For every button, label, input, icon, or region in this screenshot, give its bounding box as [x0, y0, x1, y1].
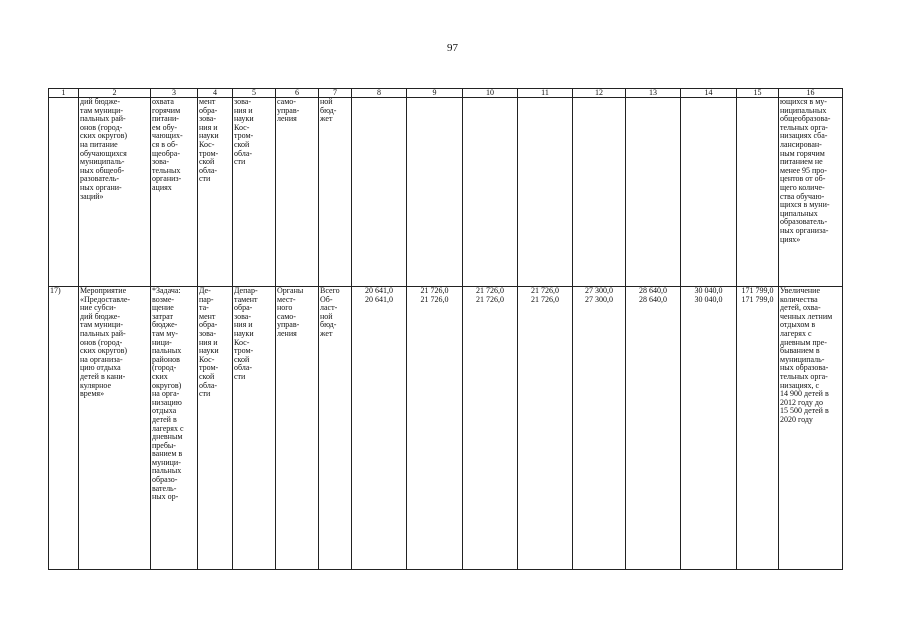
column-number: 7 — [319, 89, 352, 98]
value-cell — [518, 287, 573, 570]
value-cell — [407, 287, 463, 570]
column-number: 15 — [737, 89, 779, 98]
value-regional: 27 300,0 — [585, 294, 613, 304]
value-cell — [463, 98, 518, 287]
executor-cell: зова- ния и науки Кос- тром- ской обла- сти — [233, 98, 276, 287]
value-total: 21 726,0 — [420, 286, 449, 295]
coordinator-cell: мент обра- зова- ния и науки Кос- тром- ской обла- сти — [198, 98, 233, 287]
value-regional: 30 040,0 — [694, 294, 723, 304]
column-number: 10 — [463, 89, 518, 98]
funding-source-cell — [319, 287, 352, 570]
value-cell — [463, 287, 518, 570]
value-total: 171 799,0 — [741, 286, 774, 295]
column-number: 6 — [276, 89, 319, 98]
table-row-continued — [49, 98, 843, 287]
value-cell — [573, 98, 626, 287]
value-cell — [518, 98, 573, 287]
participant-cell: само- управ- ления — [276, 98, 319, 287]
row-number-cell: 17) — [49, 287, 79, 570]
task-cell: охвата горячим питани- ем обу- чающих- ся в об- щеобра- зова- тельных организ- ациях — [151, 98, 198, 287]
funding-regional-label: Об- ласт- ной бюд- жет — [320, 294, 338, 338]
expected-result-cell: Увеличение количества детей, охва- ченных летним отдыхом в лагерях с дневным пре- быванием в муниципаль- ных образова- тельных орга- низациях, с 14 900 детей в 2012 году до 15 500 детей в 2020 году — [779, 287, 843, 570]
value-cell — [626, 287, 681, 570]
value-cell — [681, 98, 737, 287]
page-number: 97 — [447, 42, 458, 54]
column-number: 9 — [407, 89, 463, 98]
value-total: 21 726,0 — [476, 286, 504, 295]
coordinator-cell: Де- пар- та- мент обра- зова- ния и науки Кос- тром- ской обла- сти — [198, 287, 233, 570]
value-total: 27 300,0 — [585, 286, 613, 295]
task-cell: *Задача: возме- щение затрат бюдже- там му- ници- пальных районов (город- ских округов) на орга- низацию отдыха детей в лагерях с дневным пребы- ванием в муници- пальных образо- ватель- ных ор- — [151, 287, 198, 570]
value-cell — [573, 287, 626, 570]
value-total: 30 040,0 — [694, 286, 723, 295]
column-number: 4 — [198, 89, 233, 98]
value-regional: 21 726,0 — [476, 294, 504, 304]
participant-cell: Органы мест- ного само- управ- ления — [276, 287, 319, 570]
value-cell — [626, 98, 681, 287]
value-total: 21 726,0 — [531, 286, 559, 295]
executor-cell: Депар- тамент обра- зова- ния и науки Кос- тром- ской обла- сти — [233, 287, 276, 570]
value-regional: 20 641,0 — [365, 294, 393, 304]
column-number: 1 — [49, 89, 79, 98]
column-number: 8 — [352, 89, 407, 98]
expected-result-cell: ющихся в му- ниципальных общеобразова- тельных орга- низациях сба- лансирован- ным горячим питанием не менее 95 про- центов от об- щего количе- ства обучаю- щихся в муни- ципальных образователь- ных организа- циях» — [779, 98, 843, 287]
value-cell — [407, 98, 463, 287]
column-number: 5 — [233, 89, 276, 98]
funding-source-cell: ной бюд- жет — [319, 98, 352, 287]
value-cell — [352, 98, 407, 287]
value-regional: 28 640,0 — [639, 294, 667, 304]
value-total: 20 641,0 — [365, 286, 393, 295]
column-number: 3 — [151, 89, 198, 98]
row-number-cell — [49, 98, 79, 287]
column-number: 12 — [573, 89, 626, 98]
column-number: 14 — [681, 89, 737, 98]
column-number: 13 — [626, 89, 681, 98]
table-row-17 — [49, 287, 843, 570]
column-number: 2 — [79, 89, 151, 98]
value-regional: 21 726,0 — [420, 294, 449, 304]
value-regional: 171 799,0 — [741, 294, 774, 304]
column-number: 16 — [779, 89, 843, 98]
value-cell — [737, 287, 779, 570]
value-regional: 21 726,0 — [531, 294, 559, 304]
value-cell — [737, 98, 779, 287]
column-number: 11 — [518, 89, 573, 98]
funding-total-label: Всего — [320, 286, 340, 295]
column-number-row — [49, 89, 843, 98]
value-cell — [352, 287, 407, 570]
measure-name-cell: Мероприятие «Предоставле- ние субси- дий бюдже- там муници- пальных рай- онов (город- ских округов) на организа- цию отдыха детей в кани- кулярное время» — [79, 287, 151, 570]
measure-name-cell: дий бюдже- там муници- пальных рай- онов (город- ских округов) на питание обучающихся муниципаль- ных общеоб- разователь- ных органи- заций» — [79, 98, 151, 287]
value-total: 28 640,0 — [639, 286, 667, 295]
value-cell — [681, 287, 737, 570]
program-table — [48, 88, 843, 570]
